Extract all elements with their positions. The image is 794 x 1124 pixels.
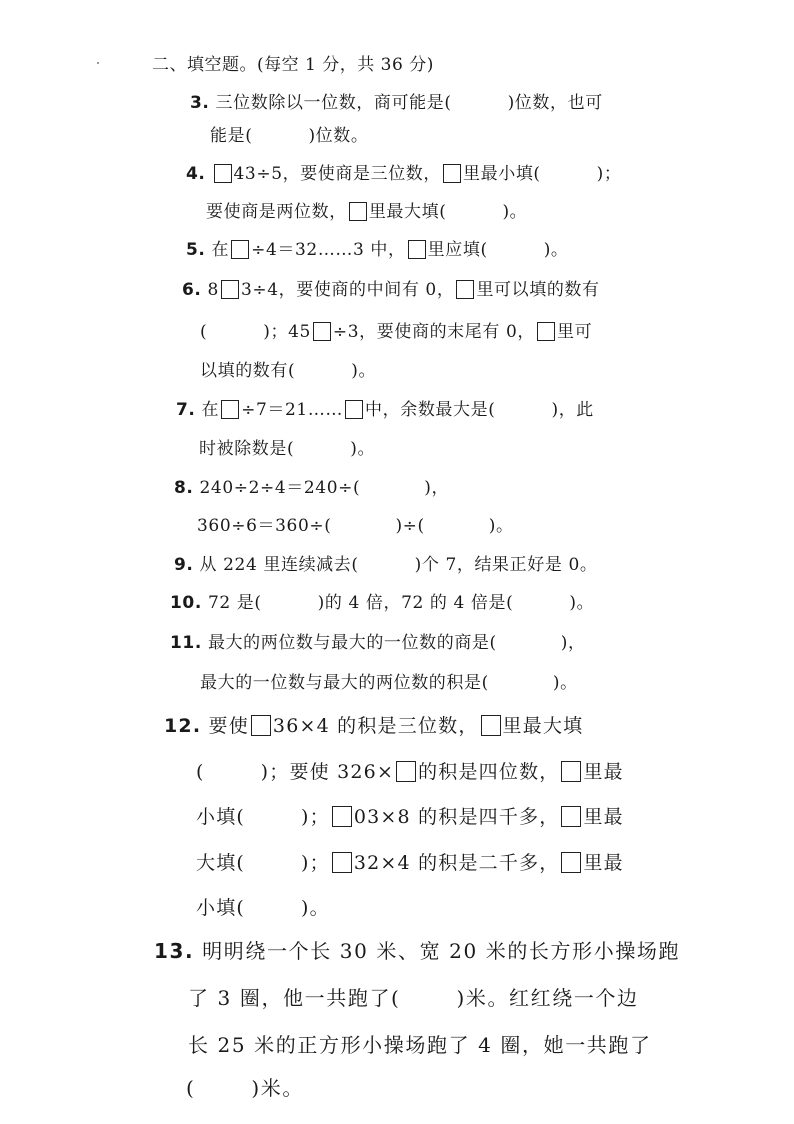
question-number: 13. (154, 939, 195, 963)
question-text: )。 (569, 593, 595, 613)
question-text: 长 25 米的正方形小操场跑了 4 圈，她一共跑了 (188, 1033, 652, 1057)
question-text: 43÷5，要使商是三位数， (233, 164, 442, 184)
digit-box[interactable] (214, 164, 232, 183)
question-text: 里最 (583, 761, 624, 783)
question-text: )米。红红绕一个边 (456, 986, 639, 1010)
question-12-line-3 (196, 802, 624, 829)
question-12-line-4 (196, 848, 624, 875)
digit-box[interactable] (221, 280, 239, 299)
question-13-line-4 (186, 1072, 304, 1101)
digit-box[interactable] (345, 400, 363, 419)
question-number: 5. (186, 240, 206, 260)
question-7-line-2 (199, 434, 375, 459)
question-6-line-1 (182, 275, 600, 300)
question-6-line-3 (200, 356, 376, 381)
question-text: 最大的一位数与最大的两位数的积是( (200, 673, 489, 693)
question-text: ÷7＝21…… (241, 400, 344, 420)
question-text: 明明绕一个长 30 米、宽 20 米的长方形小操场跑 (202, 939, 681, 963)
question-text: )个 7，结果正好是 0。 (414, 555, 598, 575)
question-text: 小填( (196, 897, 246, 919)
question-text: 中，余数最大是( (365, 400, 496, 420)
question-text: )米。 (251, 1076, 305, 1100)
question-text: )，此 (551, 400, 594, 420)
question-text: )；要使 326× (260, 761, 395, 783)
question-12-line-2 (196, 757, 624, 784)
digit-box[interactable] (221, 400, 239, 419)
question-text: 8 (207, 280, 219, 300)
section-title: 二、填空题。(每空 1 分，共 36 分) (152, 55, 434, 75)
question-number: 4. (186, 164, 206, 184)
question-4-line-2 (206, 197, 527, 222)
question-13-line-2 (188, 982, 639, 1011)
question-7-line-1 (176, 395, 594, 420)
question-text: 在 (211, 240, 230, 260)
question-text: 三位数除以一位数，商可能是( (215, 93, 452, 113)
question-text: 里最小填( (463, 164, 541, 184)
question-text: )位数，也可 (507, 93, 603, 113)
digit-box[interactable] (561, 761, 581, 782)
question-text: )。 (552, 673, 578, 693)
question-text: ÷3，要使商的末尾有 0， (332, 322, 535, 342)
question-text: 从 224 里连续减去( (199, 555, 359, 575)
question-text: )。 (488, 516, 514, 536)
question-13-line-3 (188, 1029, 652, 1058)
question-number: 9. (174, 555, 194, 575)
question-number: 8. (174, 478, 194, 498)
question-12-line-1 (164, 711, 583, 738)
digit-box[interactable] (349, 202, 367, 221)
question-text: )， (424, 478, 450, 498)
question-12-line-5 (196, 893, 330, 920)
question-text: 32×4 的积是二千多， (353, 852, 560, 874)
digit-box[interactable] (396, 761, 416, 782)
question-text: 了 3 圈，他一共跑了( (188, 986, 401, 1010)
question-text: 36×4 的积是三位数， (272, 715, 479, 737)
question-text: )； (596, 164, 622, 184)
digit-box[interactable] (537, 322, 555, 341)
question-text: 里最 (583, 806, 624, 828)
question-text: 大填( (196, 852, 246, 874)
question-text: 的积是四位数， (418, 761, 560, 783)
question-11-line-2 (200, 668, 578, 693)
question-text: 里最大填 (502, 715, 584, 737)
question-number: 7. (176, 400, 196, 420)
question-3-line-2 (210, 121, 368, 146)
question-number: 12. (164, 715, 202, 737)
question-text: 能是( (210, 126, 253, 146)
scan-speck (97, 62, 99, 64)
question-text: ÷4＝32……3 中， (251, 240, 406, 260)
question-text: )。 (502, 202, 528, 222)
question-9-line-1 (174, 550, 597, 575)
question-3-line-1 (190, 88, 603, 113)
question-text: 360÷6＝360÷( (197, 516, 332, 536)
question-text: )位数。 (308, 126, 369, 146)
question-10-line-1 (170, 588, 594, 613)
digit-box[interactable] (251, 715, 271, 736)
question-number: 11. (170, 633, 202, 653)
question-text: 03×8 的积是四千多， (353, 806, 560, 828)
question-text: )， (560, 633, 586, 653)
question-11-line-1 (170, 628, 586, 653)
question-6-line-2 (200, 317, 592, 342)
digit-box[interactable] (481, 715, 501, 736)
digit-box[interactable] (443, 164, 461, 183)
digit-box[interactable] (561, 852, 581, 873)
question-text: 要使商是两位数， (206, 202, 347, 222)
digit-box[interactable] (408, 240, 426, 259)
question-number: 6. (182, 280, 202, 300)
digit-box[interactable] (231, 240, 249, 259)
question-text: 最大的两位数与最大的一位数的商是( (207, 633, 497, 653)
question-text: )。 (301, 897, 330, 919)
question-text: 要使 (208, 715, 249, 737)
question-4-line-1 (186, 159, 622, 184)
question-5-line-1 (186, 235, 569, 260)
question-text: )。 (543, 240, 569, 260)
question-number: 10. (170, 593, 202, 613)
question-8-line-2 (197, 511, 514, 536)
digit-box[interactable] (313, 322, 331, 341)
question-13-line-1 (154, 935, 680, 964)
question-text: ( (200, 322, 208, 342)
question-text: ( (186, 1076, 196, 1100)
digit-box[interactable] (456, 280, 474, 299)
question-text: )； (301, 852, 330, 874)
question-text: )÷( (395, 516, 425, 536)
question-text: 240÷2÷4＝240÷( (199, 478, 361, 498)
question-text: 里应填( (427, 240, 488, 260)
question-text: )的 4 倍，72 的 4 倍是( (317, 593, 514, 613)
question-text: 以填的数有( (200, 361, 296, 381)
question-text: )。 (350, 439, 376, 459)
digit-box[interactable] (332, 806, 352, 827)
question-text: )；45 (263, 322, 311, 342)
question-text: ( (196, 761, 205, 783)
question-text: )。 (351, 361, 377, 381)
digit-box[interactable] (332, 852, 352, 873)
question-text: 里可以填的数有 (476, 280, 600, 300)
question-text: 72 是( (207, 593, 262, 613)
question-text: )； (301, 806, 330, 828)
question-8-line-1 (174, 473, 449, 498)
digit-box[interactable] (561, 806, 581, 827)
question-text: 里最 (583, 852, 624, 874)
question-text: 里最大填( (368, 202, 447, 222)
question-text: 在 (201, 400, 220, 420)
question-number: 3. (190, 93, 210, 113)
question-text: 时被除数是( (199, 439, 295, 459)
question-text: 3÷4，要使商的中间有 0， (240, 280, 455, 300)
question-text: 小填( (196, 806, 246, 828)
question-text: 里可 (557, 322, 593, 342)
